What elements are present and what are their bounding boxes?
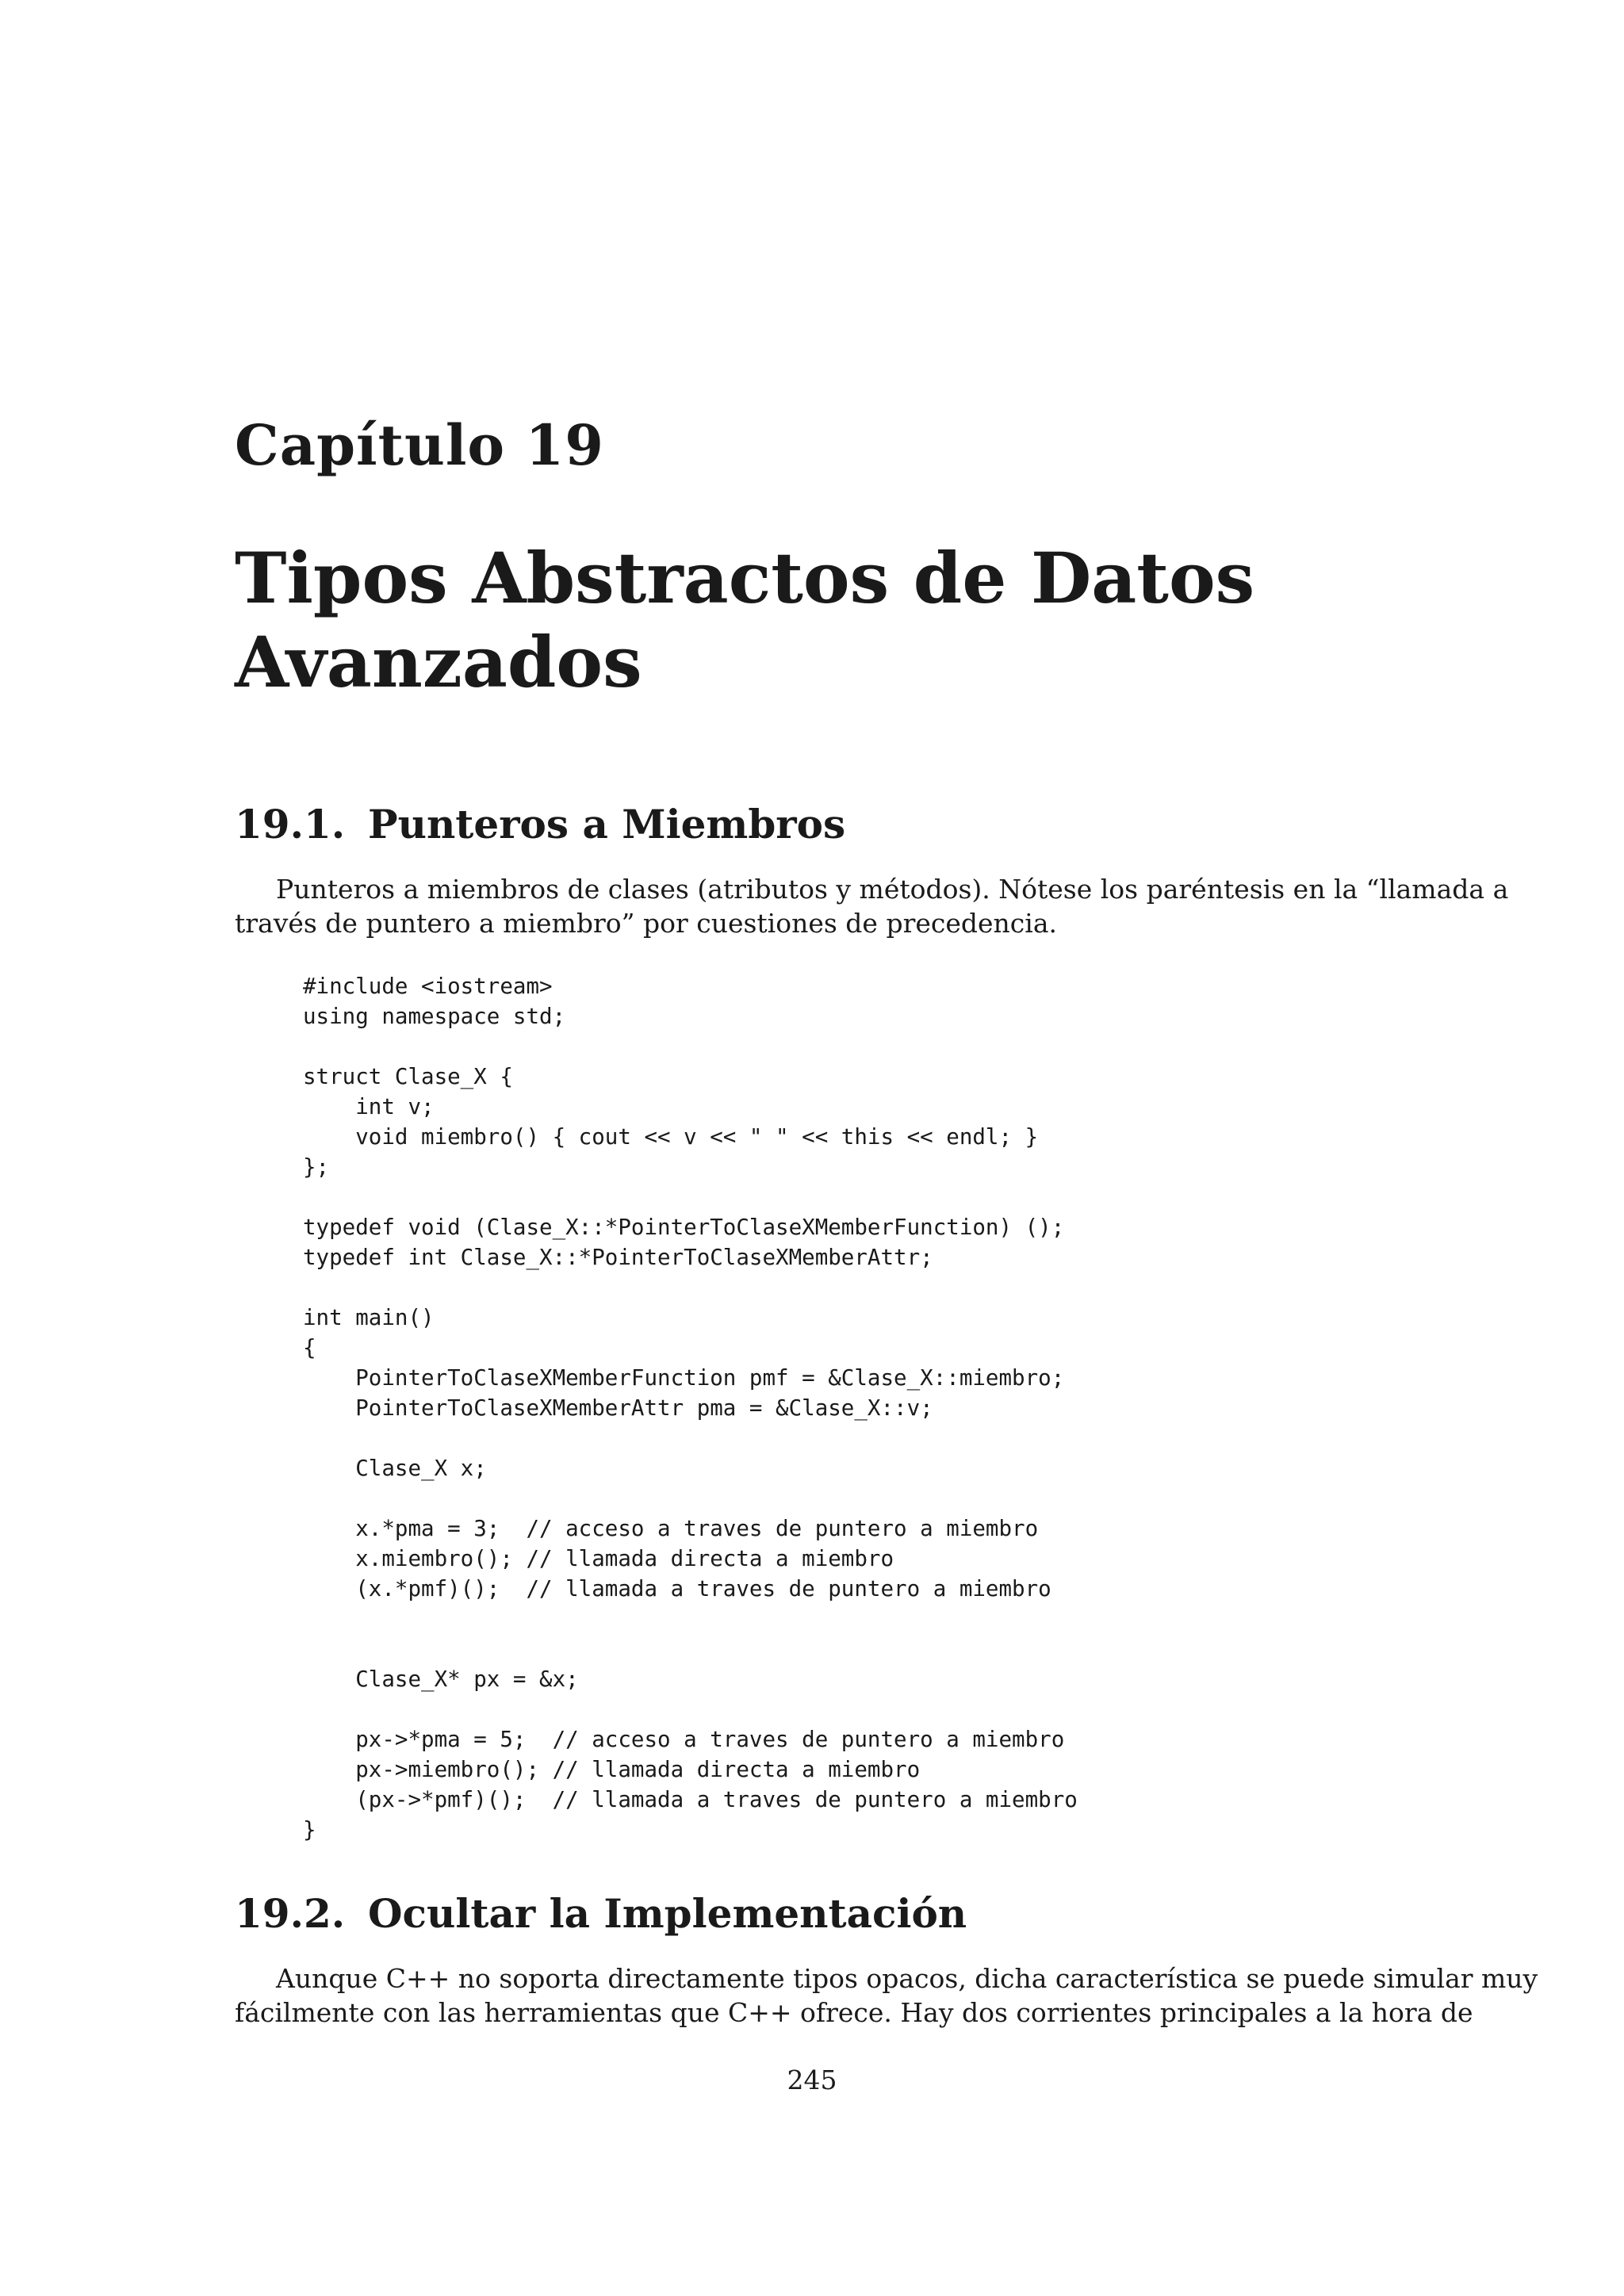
section-number: 19.1. — [235, 801, 346, 848]
section-heading-19-2 — [235, 1890, 967, 1937]
code-line: typedef int Clase_X::*PointerToClaseXMemberAttr; — [303, 1245, 933, 1270]
paragraph-line: Punteros a miembros de clases (atributos y métodos). Nótese los paréntesis en la “llamada a — [276, 874, 1509, 905]
section-number: 19.2. — [235, 1890, 346, 1937]
paragraph-line: través de puntero a miembro” por cuestiones de precedencia. — [235, 908, 1058, 939]
paragraph-line: Aunque C++ no soporta directamente tipos opacos, dicha característica se puede simular muy — [276, 1963, 1538, 1994]
code-line — [303, 1423, 1078, 1453]
code-line — [303, 1272, 1078, 1303]
section-paragraph — [235, 872, 1509, 940]
code-line — [303, 1483, 1078, 1513]
chapter-label: Capítulo 19 — [235, 412, 604, 478]
code-line: Clase_X x; — [303, 1456, 487, 1481]
section-paragraph — [235, 1961, 1538, 2030]
code-line: int v; — [303, 1094, 435, 1119]
code-line — [303, 1634, 1078, 1664]
code-line — [303, 1604, 1078, 1634]
section-title: Ocultar la Implementación — [368, 1890, 967, 1937]
chapter-title-line: Avanzados — [235, 621, 642, 703]
code-line: }; — [303, 1154, 330, 1180]
code-line: px->miembro(); // llamada directa a miembro — [303, 1757, 921, 1782]
code-line: Clase_X* px = &x; — [303, 1667, 579, 1692]
code-line: (x.*pmf)(); // llamada a traves de puntero a miembro — [303, 1576, 1051, 1601]
code-line: struct Clase_X { — [303, 1064, 513, 1089]
code-line: px->*pma = 5; // acceso a traves de puntero a miembro — [303, 1727, 1065, 1752]
section-heading-19-1 — [235, 801, 845, 848]
code-line — [303, 1031, 1078, 1062]
section-title: Punteros a Miembros — [368, 801, 846, 848]
code-line: void miembro() { cout << v << " " << this << endl; } — [303, 1124, 1039, 1150]
code-line: PointerToClaseXMemberAttr pma = &Clase_X::v; — [303, 1395, 933, 1421]
code-line: #include <iostream> — [303, 974, 553, 999]
page-number: 245 — [787, 2064, 837, 2095]
code-line: int main() — [303, 1305, 435, 1330]
code-line: using namespace std; — [303, 1004, 566, 1029]
paragraph-line: fácilmente con las herramientas que C++ ofrece. Hay dos corrientes principales a la hora de — [235, 1997, 1473, 2028]
code-line: typedef void (Clase_X::*PointerToClaseXMemberFunction) (); — [303, 1215, 1065, 1240]
code-line: PointerToClaseXMemberFunction pmf = &Clase_X::miembro; — [303, 1365, 1065, 1391]
code-listing — [303, 971, 1078, 1845]
chapter-title-line: Tipos Abstractos de Datos — [235, 537, 1255, 619]
code-line: } — [303, 1817, 316, 1843]
code-line: x.*pma = 3; // acceso a traves de puntero a miembro — [303, 1516, 1039, 1541]
code-line: (px->*pmf)(); // llamada a traves de puntero a miembro — [303, 1787, 1078, 1812]
code-line: { — [303, 1335, 316, 1360]
chapter-title — [235, 536, 1424, 704]
code-line — [303, 1182, 1078, 1212]
code-line — [303, 1694, 1078, 1724]
code-line: x.miembro(); // llamada directa a miembro — [303, 1546, 894, 1571]
